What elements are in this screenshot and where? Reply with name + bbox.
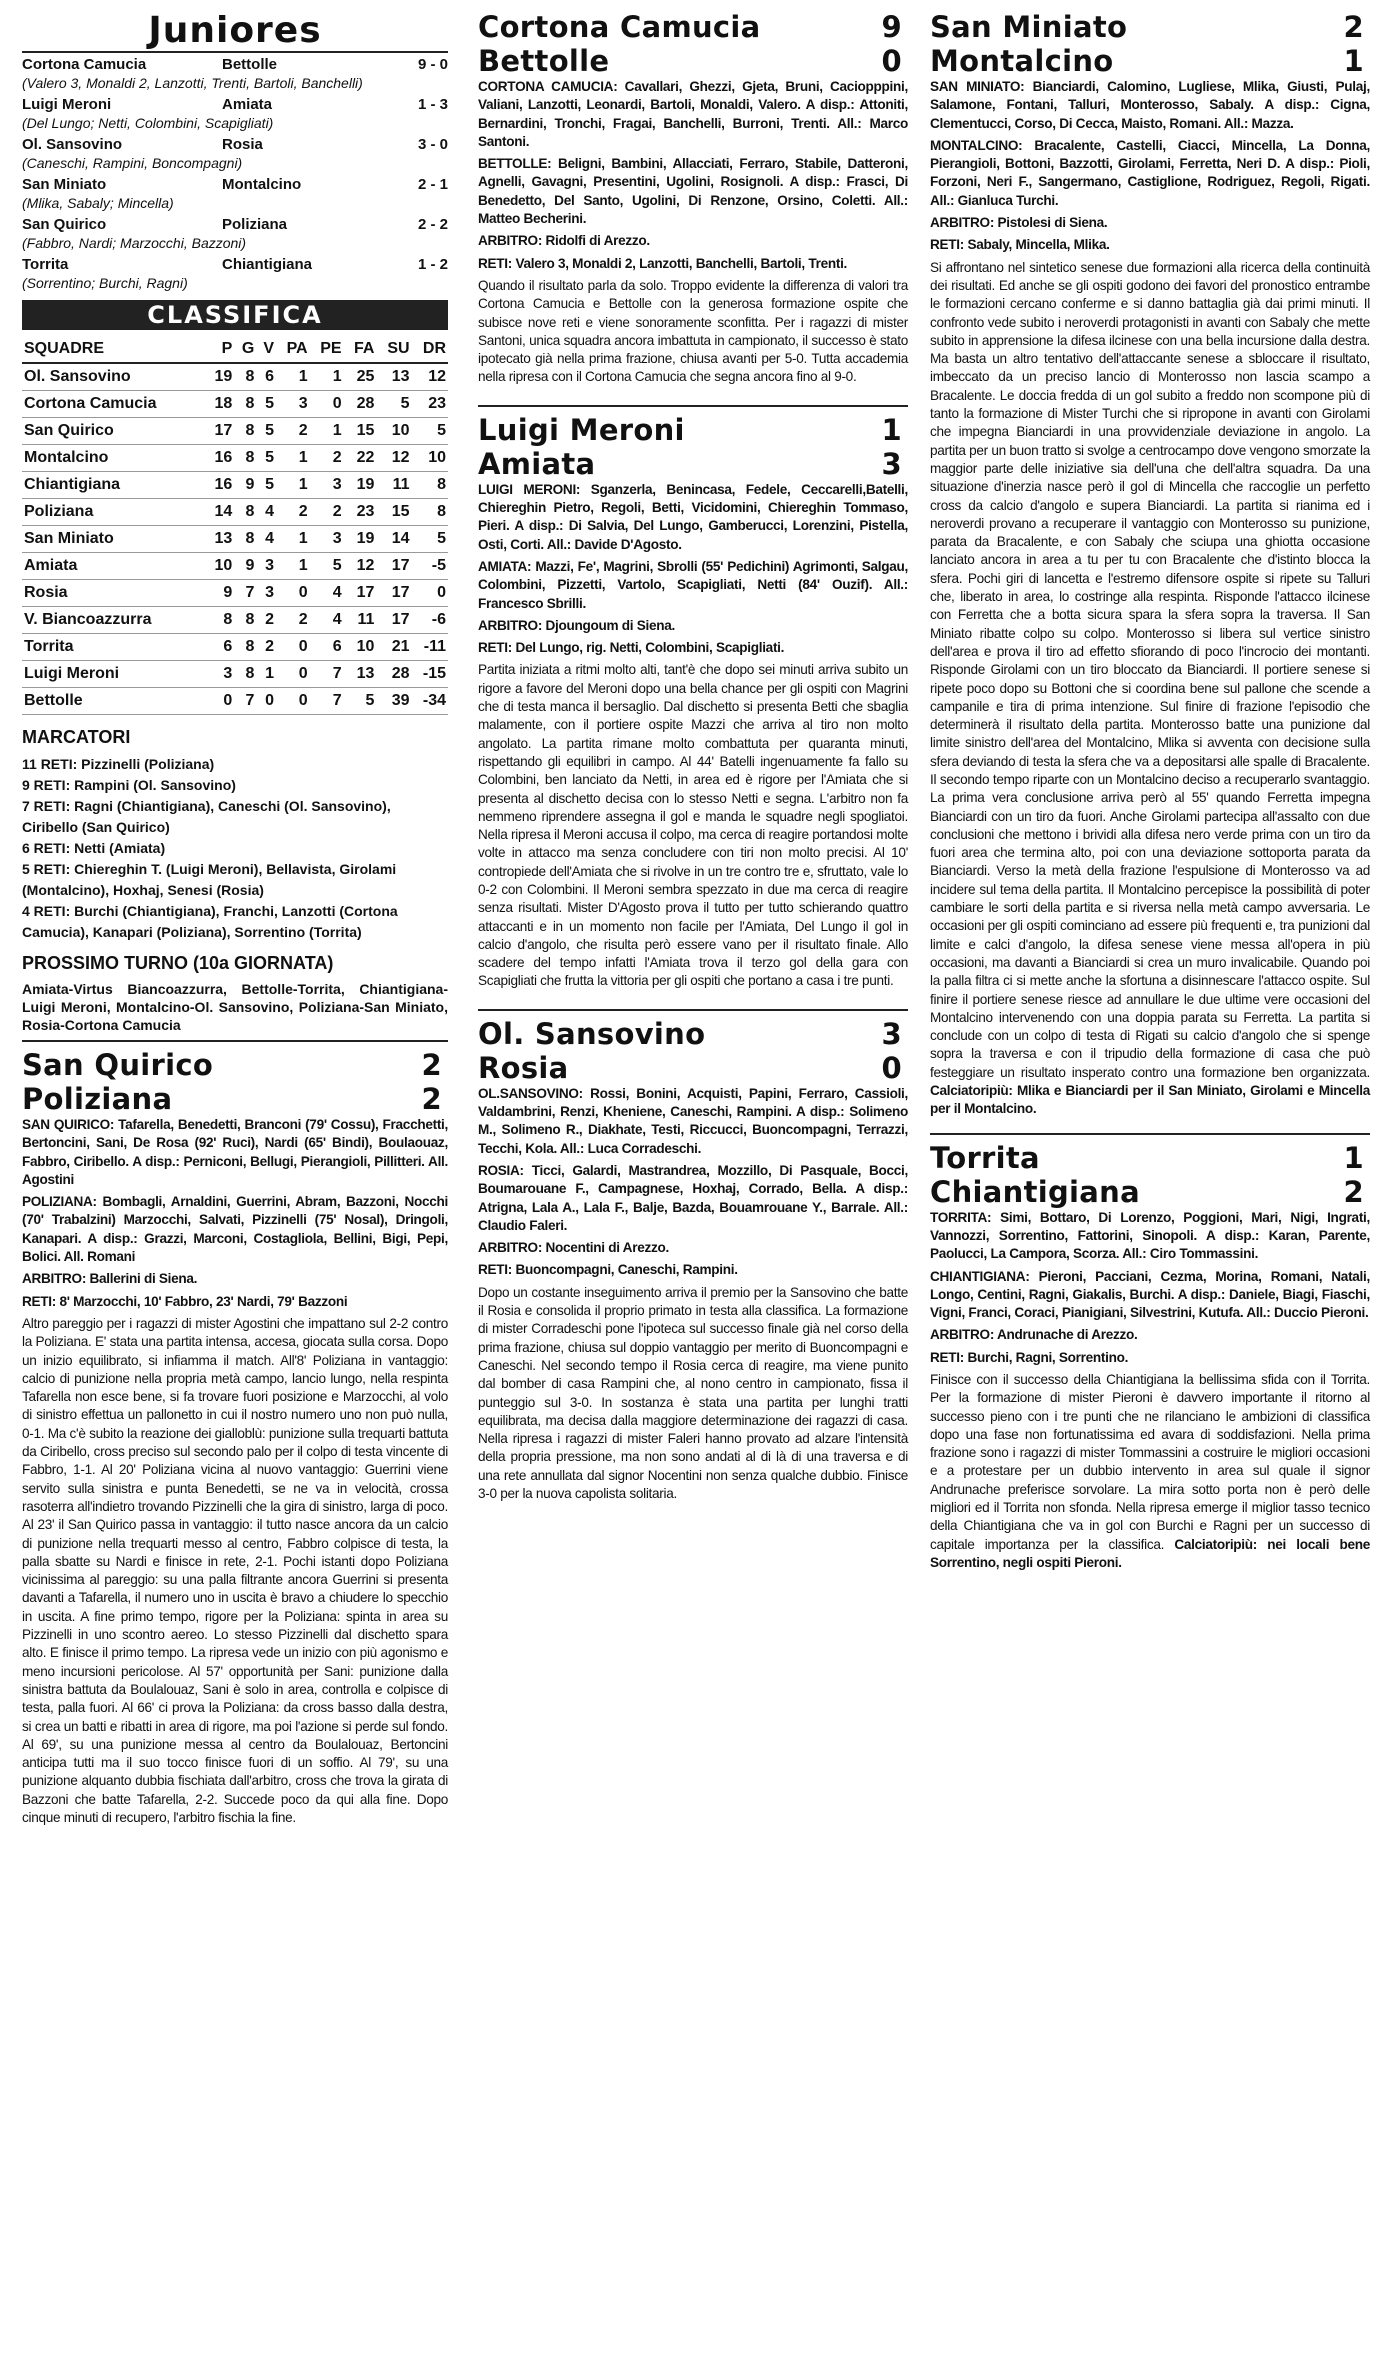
stat-cell: 19 [205,363,234,391]
stat-cell: 12 [344,553,377,580]
marcatori-list [22,754,448,943]
stat-cell: 23 [412,391,448,418]
stat-cell: 11 [376,472,411,499]
lineup-home: LUIGI MERONI: Sganzerla, Benincasa, Fedele, Ceccarelli,Batelli, Chiereghin Pietro, Regoli, Betti, Vicidomini, Chiereghin Tommaso, Pieri. A disp.: Di Salvia, Del Lungo, Gamberucci, Lorenzini, Pistella, Osti, Corti. All.: Davide D'Agosto. [478,481,908,552]
stat-cell: 5 [376,391,411,418]
table-row [22,472,448,499]
match-home-team: San Quirico 2 [22,1048,442,1082]
stat-cell: 2 [310,499,344,526]
stat-cell: -15 [412,661,448,688]
match-away-team: Chiantigiana 2 [930,1174,1364,1209]
lineup-away: BETTOLLE: Beligni, Bambini, Allacciati, Ferraro, Stabile, Datteroni, Agnelli, Gavagni, Presentini, Ugolini, Rosignoli. A disp.: Frasci, Di Benedetto, Del Santo, Ugolini, Di Renzone, Orsino, Coletti. All.: Matteo Becherini. [478,156,908,227]
results-list [22,55,448,292]
result-away: Montalcino [222,176,302,193]
stat-cell: 17 [344,580,377,607]
result-scorers: (Sorrentino; Burchi, Ragni) [22,275,188,291]
stat-cell: 0 [256,688,276,715]
referee: ARBITRO: Ridolfi di Arezzo. [478,233,650,249]
result-scorers: (Mlika, Sabaly; Mincella) [22,195,174,211]
goals: RETI: Buoncompagni, Caneschi, Rampini. [478,1262,738,1278]
stat-cell: 5 [412,418,448,445]
stat-cell: 8 [234,607,256,634]
stat-cell: 15 [344,418,377,445]
referee: ARBITRO: Ballerini di Siena. [22,1271,198,1287]
result-away: Amiata [222,96,273,113]
table-row [22,688,448,715]
team-name: Luigi Meroni [22,661,205,688]
lineup-home: TORRITA: Simi, Bottaro, Di Lorenzo, Poggioni, Mari, Nigi, Ingrati, Vannozzi, Sorrentino, Fattorini, Sinopoli. A disp.: Karan, Parente, Paolucci, La Campora, Scorza. All.: Ciro Tommassini. [930,1209,1370,1262]
result-row [22,255,448,274]
stat-cell: 0 [276,580,310,607]
lineup-away: MONTALCINO: Bracalente, Castelli, Ciacci, Mincella, La Donna, Pierangioli, Bottoni, Bazzotti, Girolami, Ferretta, Neri D. A disp.: Pioli, Forzoni, Neri F., Sangermano, Castiglione, Rodriguez, Regoli, Rigati. All.: Gianluca Turchi. [930,137,1370,208]
stat-cell: 22 [344,445,377,472]
stat-cell: 8 [234,418,256,445]
standings-header-cell: V [256,336,276,363]
divider [478,1009,908,1011]
column-left [22,10,448,1831]
match-away-team: Poliziana 2 [22,1082,442,1116]
scorer-line: 11 RETI: Pizzinelli (Poliziana) [22,756,215,772]
goals: RETI: Sabaly, Mincella, Mlika. [930,237,1110,253]
result-score: 1 - 3 [417,96,448,113]
standings-header-cell: SU [376,336,411,363]
stat-cell: 25 [344,363,377,391]
team-name: Amiata [22,553,205,580]
result-home: Torrita [22,256,69,273]
stat-cell: 2 [256,607,276,634]
marcatori-title: MARCATORI [22,727,131,747]
team-name: Ol. Sansovino [22,363,205,391]
scorer-line: 7 RETI: Ragni (Chiantigiana), Caneschi (Ol. Sansovino), Ciribello (San Quirico) [22,798,391,835]
result-away: Chiantigiana [222,256,313,273]
team-name: San Quirico [22,418,205,445]
result-home: Cortona Camucia [22,56,147,73]
prossimo-turno-title: PROSSIMO TURNO (10a GIORNATA) [22,953,334,973]
match-report: Finisce con il successo della Chiantigiana la bellissima sfida con il Torrita. Per la formazione di mister Pieroni è davvero importante il ritorno al successo pieno con i tre punti che ne rilanciano le ambizioni di classifica dopo una fase non fortunatissima ed avara di soddisfazioni. Nella prima frazione sono i ragazzi di mister Tommassini a costruire le migliori occasioni e a protestare per un dubbio intervento in area sul quale il signor Andrunache preferisce sorvolare. La mira sotto porta non è però delle migliori ed il Torrita non sfonda. Nella ripresa emerge il miglior tasso tecnico della Chiantigiana che va in gol con Burchi e Ragni per un successo di capitale importanza per la classifica. Calciatoripiù: nei locali bene Sorrentino, negli ospiti Pieroni. [930,1372,1370,1570]
stat-cell: 7 [310,688,344,715]
match-home-team: Luigi Meroni 1 [478,412,902,447]
result-row [22,95,448,114]
stat-cell: 8 [412,499,448,526]
section-title-juniores: Juniores [22,10,448,53]
stat-cell: -6 [412,607,448,634]
match-home-team: Cortona Camucia 9 [478,10,902,44]
stat-cell: 0 [276,661,310,688]
stat-cell: 8 [234,391,256,418]
stat-cell: 10 [412,445,448,472]
result-home: Ol. Sansovino [22,136,123,153]
scorer-line: 4 RETI: Burchi (Chiantigiana), Franchi, Lanzotti (Cortona Camucia), Kanapari (Poliziana), Sorrentino (Torrita) [22,903,398,940]
stat-cell: 3 [310,526,344,553]
stat-cell: -34 [412,688,448,715]
stat-cell: 17 [205,418,234,445]
stat-cell: 8 [234,661,256,688]
stat-cell: 1 [276,363,310,391]
stat-cell: 9 [205,580,234,607]
stat-cell: 5 [256,472,276,499]
stat-cell: 3 [256,553,276,580]
result-score: 9 - 0 [417,56,448,73]
stat-cell: 19 [344,526,377,553]
stat-cell: 0 [310,391,344,418]
stat-cell: 2 [276,499,310,526]
stat-cell: 0 [205,688,234,715]
standings-header-cell: PE [310,336,344,363]
match-away-team: Montalcino 1 [930,44,1364,78]
stat-cell: 21 [376,634,411,661]
stat-cell: 28 [376,661,411,688]
stat-cell: 12 [412,363,448,391]
stat-cell: 17 [376,553,411,580]
result-row [22,215,448,234]
stat-cell: 6 [205,634,234,661]
referee: ARBITRO: Djoungoum di Siena. [478,617,676,633]
team-name: Cortona Camucia [22,391,205,418]
prossimo-turno-text: Amiata-Virtus Biancoazzurra, Bettolle-Torrita, Chiantigiana-Luigi Meroni, Montalcino-Ol. Sansovino, Poliziana-San Miniato, Rosia-Cortona Camucia [22,981,448,1033]
column-right [930,10,1370,1576]
stat-cell: 4 [256,526,276,553]
stat-cell: 5 [412,526,448,553]
standings-header-cell: G [234,336,256,363]
stat-cell: 17 [376,607,411,634]
stat-cell: 10 [376,418,411,445]
stat-cell: 6 [256,363,276,391]
match-away-team: Amiata 3 [478,446,902,481]
calciatoripiu: Calciatoripiù: nei locali bene Sorrentino, negli ospiti Pieroni. [930,1536,1370,1570]
stat-cell: 8 [234,634,256,661]
stat-cell: 28 [344,391,377,418]
lineup-away: POLIZIANA: Bombagli, Arnaldini, Guerrini, Abram, Bazzoni, Nocchi (70' Trabalzini) Marzocchi, Salvati, Pizzinelli (75' Nosal), Dringoli, Kanapari. A disp.: Grazzi, Marconi, Costagliola, Bellini, Bigi, Pepi, Bolici. All. Romani [22,1194,448,1265]
stat-cell: 2 [276,418,310,445]
divider [930,1133,1370,1135]
result-score: 2 - 2 [417,216,448,233]
table-row [22,607,448,634]
result-away: Poliziana [222,216,288,233]
match-report: Quando il risultato parla da solo. Troppo evidente la differenza di valori tra Cortona Camucia e Bettolle con la generosa formazione ospite che subisce nove reti e viene sonoramente sconfitta. Per i ragazzi di mister Santoni, unica squadra ancora imbattuta in campionato, il successo è stato ipotecato già nella prima frazione, chiusa avanti per 5-0. Tutta accademia nella ripresa con il Cortona Camucia che segna ancora fino al 9-0. [478,277,908,385]
lineup-away: ROSIA: Ticci, Galardi, Mastrandrea, Mozzillo, Di Pasquale, Bocci, Boumarouane F., Campagnese, Hoxhaj, Corrado, Bella. A disp.: Atrigna, Lala A., Lala F., Balje, Bazda, Bouamrouane Y., Barrale. All.: Claudio Faleri. [478,1162,908,1233]
table-row [22,526,448,553]
stat-cell: 9 [234,553,256,580]
table-row [22,391,448,418]
stat-cell: 13 [376,363,411,391]
lineup-away: CHIANTIGIANA: Pieroni, Pacciani, Cezma, Morina, Romani, Natali, Longo, Centini, Ragni, Giakalis, Burchi. A disp.: Daniele, Biagi, Fiaschi, Vigni, Franci, Coraci, Pianigiani, Silvestrini, Kutufa. All.: Duccio Pieroni. [930,1268,1370,1321]
goals: RETI: Valero 3, Monaldi 2, Lanzotti, Banchelli, Bartoli, Trenti. [478,255,848,271]
stat-cell: 8 [412,472,448,499]
result-row [22,175,448,194]
stat-cell: 2 [256,634,276,661]
stat-cell: 2 [310,445,344,472]
lineup-home: CORTONA CAMUCIA: Cavallari, Ghezzi, Gjeta, Bruni, Caciopppini, Valiani, Lanzotti, Leonardi, Bartoli, Monaldi, Valero. A disp.: Attoniti, Bernardini, Tronchi, Fragai, Banchelli, Burroni, Trenti. All.: Marco Santoni. [478,79,908,149]
lineup-home: OL.SANSOVINO: Rossi, Bonini, Acquisti, Papini, Ferraro, Cassioli, Valdambrini, Renzi, Kheniene, Caneschi, Rampini. A disp.: Solimeno M., Solimeno R., Diakhate, Testi, Riccucci, Buoncompagni, Terrazzi, Tecchi, Kola. All.: Luca Corradeschi. [478,1085,908,1156]
lineup-home: SAN MINIATO: Bianciardi, Calomino, Lugliese, Mlika, Giusti, Pulaj, Salamone, Fontani, Talluri, Monterosso, Sabaly. A disp.: Cigna, Clementucci, Corso, Di Cecca, Maisto, Romani. All.: Mazza. [930,79,1370,131]
divider [478,405,908,407]
scorer-line: 5 RETI: Chiereghin T. (Luigi Meroni), Bellavista, Girolami (Montalcino), Hoxhaj, Senesi (Rosia) [22,861,397,898]
standings-table [22,336,448,715]
stat-cell: 10 [205,553,234,580]
stat-cell: 4 [310,580,344,607]
stat-cell: 3 [205,661,234,688]
stat-cell: 8 [234,526,256,553]
stat-cell: 8 [234,499,256,526]
stat-cell: 12 [376,445,411,472]
match-report: Dopo un costante inseguimento arriva il premio per la Sansovino che batte il Rosia e consolida il proprio primato in testa alla classifica. La formazione di mister Corradeschi pone l'ipoteca sul successo finale già nel corso della prima frazione, chiusa sul doppio vantaggio per merito di Buoncompagni e Caneschi. Nel secondo tempo il Rosia cerca di reagire, ma viene punito dal bomber di casa Rampini che, al nono centro in campionato, fissa il punteggio sul 3-0. In sostanza è stata una partita per lunghi tratti equilibrata, ma decisa dalla maggiore determinazione dei ragazzi di casa. Nella ripresa i ragazzi di mister Faleri hanno provato ad alzare l'intensità della propria pressione, ma non sono andati al di là di una traversa e di una rete annullata dal signor Nocentini non senza qualche dubbio. Finisce 3-0 per la nuova capolista solitaria. [478,1284,908,1501]
match-home-team: San Miniato 2 [930,10,1364,44]
result-scorers: (Fabbro, Nardi; Marzocchi, Bazzoni) [22,235,247,251]
stat-cell: 3 [310,472,344,499]
referee: ARBITRO: Nocentini di Arezzo. [478,1240,669,1256]
stat-cell: 0 [276,634,310,661]
stat-cell: 10 [344,634,377,661]
stat-cell: 9 [234,472,256,499]
team-name: Chiantigiana [22,472,205,499]
result-score: 1 - 2 [417,256,448,273]
stat-cell: 1 [310,418,344,445]
stat-cell: 1 [276,472,310,499]
match-report: Si affrontano nel sintetico senese due formazioni alla ricerca della continuità dei risultati. Ed anche se gli ospiti godono dei favori del pronostico entrambe le formazioni cercano conferme e si danno battaglia già dai primi minuti. Il confronto vede subito i neroverdi protagonisti in avanti con Sabaly che mette subito in apprensione la difesa ilcinese con una bella incursione dalla destra. Ma basta un altro tentativo dell'attaccante senese a sbloccare il risultato, imbeccato da un preciso lancio di Monterosso non lascia scampo a Bracalente. Le doccia fredda di un gol subito a freddo non scompone più di tanto la formazione di Mister Turchi che si ripropone in avanti con Girolami che impegna Bianciardi in una provvidenziale deviazione in angolo. La partita per un buon tratto si svolge a centrocampo dove vengono smorzate la maggior parte delle iniziative sia dell'una che dell'altra squadra. Da una situazione d'inerzia nasce però il gol di Mincella che raccoglie un perfetto cross da calcio d'angolo e supera Bianciardi. La partita si rianima ed i neroverdi provano a recuperare il vantaggio con Monterosso su punizione, parata da Bracalente, e con Sabaly che sciupa una ghiotta occasione lanciato ancora in area a tu per tu con Bracalente che d'istinto blocca la sfera. Pochi giri di lancetta e l'estremo difensore ospite si ripete su Talluri che, liberato in area, lo costringe alla respinta. Risponde l'attacco ilcinese con Ferretta che a botta sicura spara la sfera sopra la traversa. Il San Miniato ribatte colpo su colpo. Monterosso si libera sul vertice sinistro dell'area e prova il tiro ad effetto sfiorando di poco l'incrocio dei montanti. Risponde Girolami con un tiro bloccato da Bianciardi. Il portiere senese si ripete poco dopo su Bottoni che si coordina bene sul pallone che scende a campanile e tira di prima intenzione. Sul finire di frazione l'episodio che determinerà il risultato della partita. Monterosso batte una punizione dal limite sinistro dell'area del Montalcino, Mlika si avventa con decisione sulla sfera deviando di testa la sfera che va a depositarsi alle spalle di Bracalente. Il secondo tempo riparte con un Montalcino deciso a recuperarlo svantaggio. La prima vera conclusione arriva però al 55' quando Ferretta impegna Bianciardi con un tiro da fuori. Anche Girolami partecipa all'assalto con due conclusioni che mettono i brividi alla difesa nero verde prima con un tiro da fuori area che termina alto, poi con una deviazione sottoporta parata da Bianciardi. Verso la metà della frazione l'espulsione di Monterosso va ad incidere sul tema della partita. Il Montalcino percepisce la possibilità di poter cambiare le sorti della partita e si riversa nella metà campo avversaria. Le occasioni per gli ospiti cominciano ad essere più frequenti e, tra punizioni dal limite e calci d'angolo, la difesa senese viene messa all'opera in più occasioni, ma davanti a Bianciardi si crea un muro invalicabile. Quando poi la palla filtra ci si mette anche la sfortuna a disinnescare l'attacco ospite. Sul finire il portiere senese riesce ad annullare le due ultime vere occasioni del Montalcino intervenendo con una doppia parata su Ferretta. La partita si conclude con un colpo di testa di Rigati su calcio d'angolo che si spenge sopra la traversa e con il tripudio della formazione di casa che può festeggiare un risultato insperato contro una formazione ben organizzata. Calciatoripiù: Mlika e Bianciardi per il San Miniato, Girolami e Mincella per il Montalcino. [930,259,1370,1117]
table-row [22,661,448,688]
result-scorers: (Valero 3, Monaldi 2, Lanzotti, Trenti, Bartoli, Banchelli) [22,75,363,91]
standings-header-cell: FA [344,336,377,363]
stat-cell: 7 [234,580,256,607]
stat-cell: 11 [344,607,377,634]
result-row [22,135,448,154]
team-name: Montalcino [22,445,205,472]
team-name: V. Biancoazzurra [22,607,205,634]
stat-cell: 3 [256,580,276,607]
divider [22,1040,448,1042]
table-row [22,445,448,472]
stat-cell: 17 [376,580,411,607]
standings-header-cell: SQUADRE [22,336,205,363]
standings-header-cell: P [205,336,234,363]
team-name: Bettolle [22,688,205,715]
stat-cell: 7 [234,688,256,715]
scorer-line: 6 RETI: Netti (Amiata) [22,840,166,856]
result-score: 2 - 1 [417,176,448,193]
stat-cell: -11 [412,634,448,661]
stat-cell: 16 [205,445,234,472]
stat-cell: 13 [344,661,377,688]
result-scorers: (Del Lungo; Netti, Colombini, Scapigliati) [22,115,274,131]
stat-cell: 1 [310,363,344,391]
match-away-team: Rosia 0 [478,1050,902,1085]
result-score: 3 - 0 [417,136,448,153]
result-row [22,55,448,74]
result-scorers: (Caneschi, Rampini, Boncompagni) [22,155,243,171]
stat-cell: 2 [276,607,310,634]
result-home: San Quirico [22,216,107,233]
stat-cell: 6 [310,634,344,661]
table-row [22,499,448,526]
stat-cell: 3 [276,391,310,418]
goals: RETI: Burchi, Ragni, Sorrentino. [930,1349,1129,1365]
team-name: Torrita [22,634,205,661]
result-home: Luigi Meroni [22,96,112,113]
stat-cell: 18 [205,391,234,418]
scorer-line: 9 RETI: Rampini (Ol. Sansovino) [22,777,236,793]
goals: RETI: 8' Marzocchi, 10' Fabbro, 23' Nardi, 79' Bazzoni [22,1293,348,1309]
stat-cell: 0 [412,580,448,607]
table-row [22,418,448,445]
classifica-banner: CLASSIFICA [22,300,448,330]
stat-cell: 7 [310,661,344,688]
match-home-team: Torrita 1 [930,1140,1364,1175]
stat-cell: 39 [376,688,411,715]
match-away-team: Bettolle 0 [478,44,902,78]
stat-cell: 5 [344,688,377,715]
match-home-team: Ol. Sansovino 3 [478,1016,902,1051]
standings-header-row [22,336,448,363]
stat-cell: 4 [256,499,276,526]
stat-cell: 16 [205,472,234,499]
stat-cell: 8 [234,363,256,391]
team-name: San Miniato [22,526,205,553]
team-name: Poliziana [22,499,205,526]
table-row [22,634,448,661]
stat-cell: 5 [256,391,276,418]
table-row [22,363,448,391]
match-report: Altro pareggio per i ragazzi di mister Agostini che impattano sul 2-2 contro la Poliziana. E' stata una partita intensa, accesa, giocata sulla corsa. Dopo un inizio equilibrato, si infiamma il match. All'8' Poliziana in vantaggio: calcio di punizione nella propria metà campo, lancio lungo, nella respinta Tafarella non esce bene, si fa trovare fuori posizione e Marzocchi, al volo di sinistro effettua un pallonetto in cui il nostro numero uno non può nulla, 0-1. Ma c'è subito la reazione dei gialloblù: punizione sulla trequarti battuta da Ciribello, cross preciso sul secondo palo per il colpo di testa vincente di Fabbro, 1-1. Al 20' Poliziana vicina al nuovo vantaggio: Guerrini viene servito sulla sinistra e punta Benedetti, se ne va in velocità, crossa rasoterra all'indietro trovando Pizzinelli che la gira di sinistro, larga di poco. Al 23' il San Quirico passa in vantaggio: il tutto nasce ancora da un calcio di punizione nella trequarti messo al centro, Fabbro colpisce di testa, la palla sbatte su Nardi e finisce in rete, 2-1. Pochi istanti dopo Poliziana vicinissima al pareggio: su una palla filtrante ancora Guerrini si presenta davanti a Tafarella, il numero uno in uscita è bravo a chiudere lo specchio in uscita. A fine primo tempo, rigore per la Poliziana: spinta in area su Pizzinelli in uno scontro aereo. Lo stesso Pizzinelli dal dischetto spara alto. E finisce il primo tempo. La ripresa vede un inizio con più agonismo e meno incursioni pericolose. Al 57' opportunità per Sani: punizione dalla sinistra battuta da Boulalouaz, Sani è solo in area, controlla e colpisce di testa, palla fuori. Al 66' ci prova la Poliziana: da cross basso dalla destra, si crea un batti e ribatti in area di rigore, ma poi l'azione si perde sul fondo. Al 69', su una punizione messa al centro da Boulalouaz, Bertoncini anticipa tutti ma il suo tocco finisce fuori di un soffio. Al 79', su una punizione alquanto dubbia fischiata dall'arbitro, cross che trova la girata di Bazzoni che batte Tafarella, 2-2. Succede poco da qui alla fine. Dopo cinque minuti di recupero, l'arbitro fischia la fine. [22,1315,448,1825]
match-report: Partita iniziata a ritmi molto alti, tant'è che dopo sei minuti arriva subito un rigore a favore del Meroni dopo una bella chance per gli ospiti con Magrini che di testa manca il bersaglio. Dal dischetto si presenta Betti che sbaglia malamente, con il portiere ospite Mazzi che arriva al tiro non molto angolato. La partita rimane molto combattuta per quaranta minuti, rispettando gli equilibri in campo. Al 44' Batelli ingenuamente fa fallo su Colombini, ben lanciato da Netti, in area ed è rigore per l'Amiata che si presenta al dischetto decisa con lo stesso Netti e segna. L'arbitro non fa nemmeno riprendere assegna il gol e manda le squadre negli spogliatoi. Nella ripresa il Meroni accusa il colpo, ma cerca di reagire portandosi molte volte in attacco ma senza concludere con tiri non molto precisi. Al 10' contropiede dell'Amiata che si rivolve in un tre contro tre e, sfruttato, vale lo 0-2 con Colombini. Il Meroni sembra spezzato in due ma cerca di reagire senza risultati. Mister D'Agosto prova il tutto per tutto schierando quattro attaccanti e in un momento non facile per l'Amiata, Del Lungo il gol in calcio d'angolo, che risulta però essere vano per il risultato finale. Allo scadere del tempo infatti l'Amiata trova il terzo gol della gara con Scapigliati che frutta la vittoria per gli ospiti che portano a casa i tre punti. [478,662,908,989]
table-row [22,580,448,607]
stat-cell: 4 [310,607,344,634]
standings-header-cell: PA [276,336,310,363]
lineup-away: AMIATA: Mazzi, Fe', Magrini, Sbrolli (55' Pedichini) Agrimonti, Salgau, Colombini, Pizzetti, Vartolo, Scapigliati, Netti (84' Ouzif). All.: Francesco Sbrilli. [478,558,908,611]
column-middle [478,10,908,1507]
table-row [22,553,448,580]
stat-cell: 23 [344,499,377,526]
stat-cell: 19 [344,472,377,499]
referee: ARBITRO: Andrunache di Arezzo. [930,1327,1138,1343]
goals: RETI: Del Lungo, rig. Netti, Colombini, Scapigliati. [478,640,785,656]
result-home: San Miniato [22,176,107,193]
stat-cell: 1 [256,661,276,688]
result-away: Rosia [222,136,263,153]
stat-cell: 1 [276,445,310,472]
stat-cell: 8 [234,445,256,472]
stat-cell: 13 [205,526,234,553]
standings-body [22,363,448,715]
stat-cell: 1 [276,553,310,580]
calciatoripiu: Calciatoripiù: Mlika e Bianciardi per il San Miniato, Girolami e Mincella per il Montalcino. [930,1083,1370,1117]
team-name: Rosia [22,580,205,607]
stat-cell: 14 [205,499,234,526]
lineup-home: SAN QUIRICO: Tafarella, Benedetti, Branconi (79' Cossu), Fracchetti, Bertoncini, Sani, De Rosa (92' Ruci), Nardi (65' Bindi), Boulaouaz, Fabbro, Ciribello. A disp.: Perniconi, Bellugi, Pierangioli, Pillitteri. All. Agostini [22,1117,448,1187]
result-away: Bettolle [222,56,278,73]
standings-header-cell: DR [412,336,448,363]
stat-cell: 5 [310,553,344,580]
referee: ARBITRO: Pistolesi di Siena. [930,215,1108,231]
stat-cell: 5 [256,445,276,472]
stat-cell: -5 [412,553,448,580]
stat-cell: 5 [256,418,276,445]
stat-cell: 8 [205,607,234,634]
stat-cell: 14 [376,526,411,553]
stat-cell: 1 [276,526,310,553]
stat-cell: 0 [276,688,310,715]
stat-cell: 15 [376,499,411,526]
